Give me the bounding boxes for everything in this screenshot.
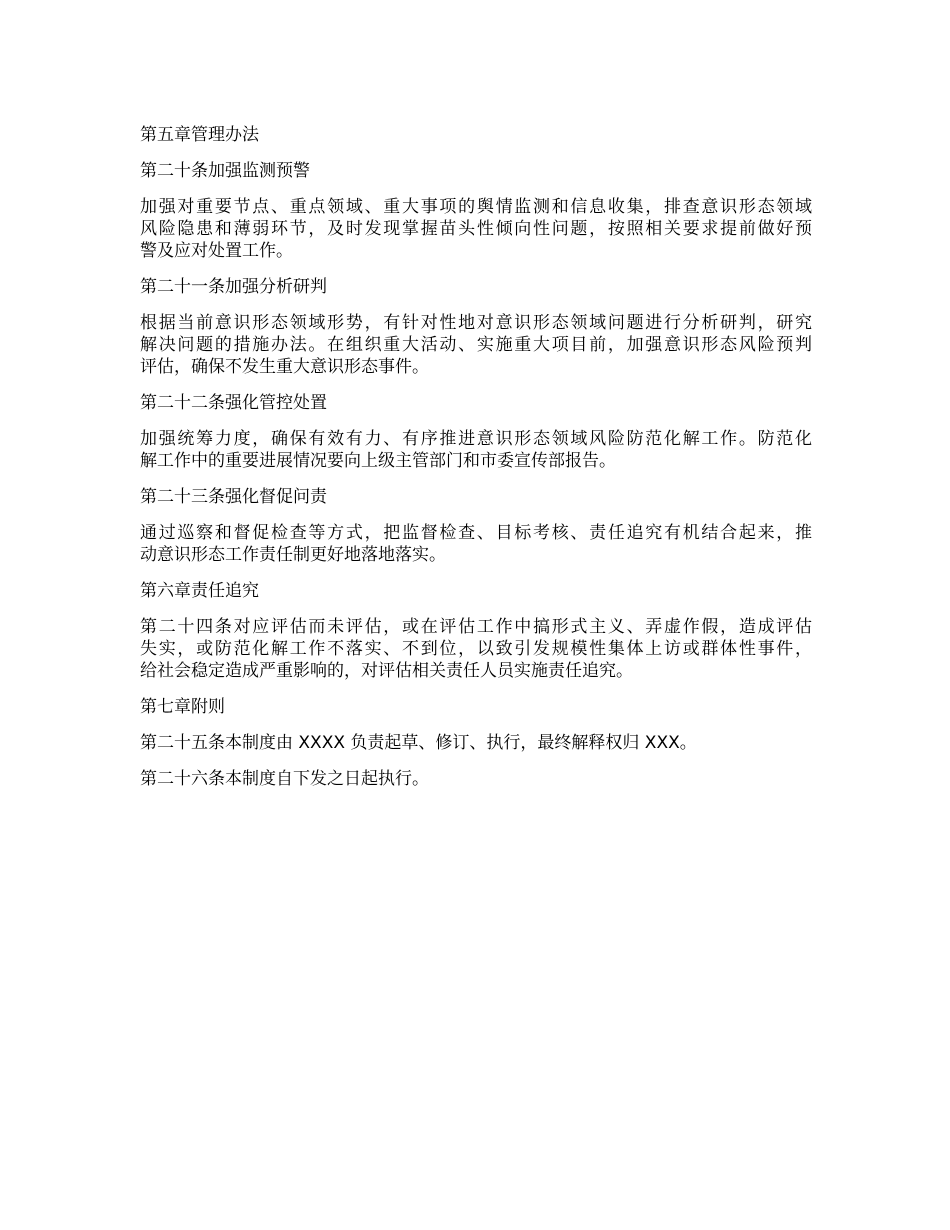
chapter-heading [140,124,812,146]
text-line: 加强对重要节点、重点领域、重大事项的舆情监测和信息收集，排查意识形态领域 [140,197,812,217]
text-line: 第二十二条强化管控处置 [140,393,327,413]
article-heading [140,392,812,414]
text-line: 第五章管理办法 [140,125,259,145]
text-line: 失实，或防范化解工作不落实、不到位，以致引发规模性集体上访或群体性事件， [140,639,812,659]
article-heading [140,486,812,508]
text-line: 第二十条加强监测预警 [140,161,310,181]
text-line: 第二十六条本制度自下发之日起执行。 [140,769,429,789]
text-line: 解决问题的措施办法。在组织重大活动、实施重大项目前，加强意识形态风险预判 [140,335,812,355]
text-line: 第七章附则 [140,697,225,717]
text-line: 第二十四条对应评估而未评估，或在评估工作中搞形式主义、弄虚作假，造成评估 [140,617,812,637]
article-heading [140,160,812,182]
text-line: 通过巡察和督促检查等方式，把监督检查、目标考核、责任追究有机结合起来，推 [140,523,812,543]
article-paragraph [140,312,812,378]
document-page [140,124,812,804]
text-line: 警及应对处置工作。 [140,241,293,261]
text-line: 解工作中的重要进展情况要向上级主管部门和市委宣传部报告。 [140,451,616,471]
article-heading [140,276,812,298]
text-line: 给社会稳定造成严重影响的，对评估相关责任人员实施责任追究。 [140,661,633,681]
article-paragraph [140,522,812,566]
chapter-heading [140,696,812,718]
text-line: 评估，确保不发生重大意识形态事件。 [140,357,429,377]
article-paragraph [140,768,812,790]
article-paragraph [140,196,812,262]
text-line: 第二十三条强化督促问责 [140,487,327,507]
text-line: 根据当前意识形态领域形势，有针对性地对意识形态领域问题进行分析研判，研究 [140,313,812,333]
article-paragraph [140,616,812,682]
text-line: 第六章责任追究 [140,581,259,601]
text-line: 第二十五条本制度由 XXXX 负责起草、修订、执行，最终解释权归 XXX。 [140,733,697,753]
text-line: 第二十一条加强分析研判 [140,277,327,297]
text-line: 加强统筹力度，确保有效有力、有序推进意识形态领域风险防范化解工作。防范化 [140,429,812,449]
text-line: 动意识形态工作责任制更好地落地落实。 [140,545,446,565]
article-paragraph [140,428,812,472]
text-line: 风险隐患和薄弱环节，及时发现掌握苗头性倾向性问题，按照相关要求提前做好预 [140,219,812,239]
chapter-heading [140,580,812,602]
article-paragraph [140,732,812,754]
